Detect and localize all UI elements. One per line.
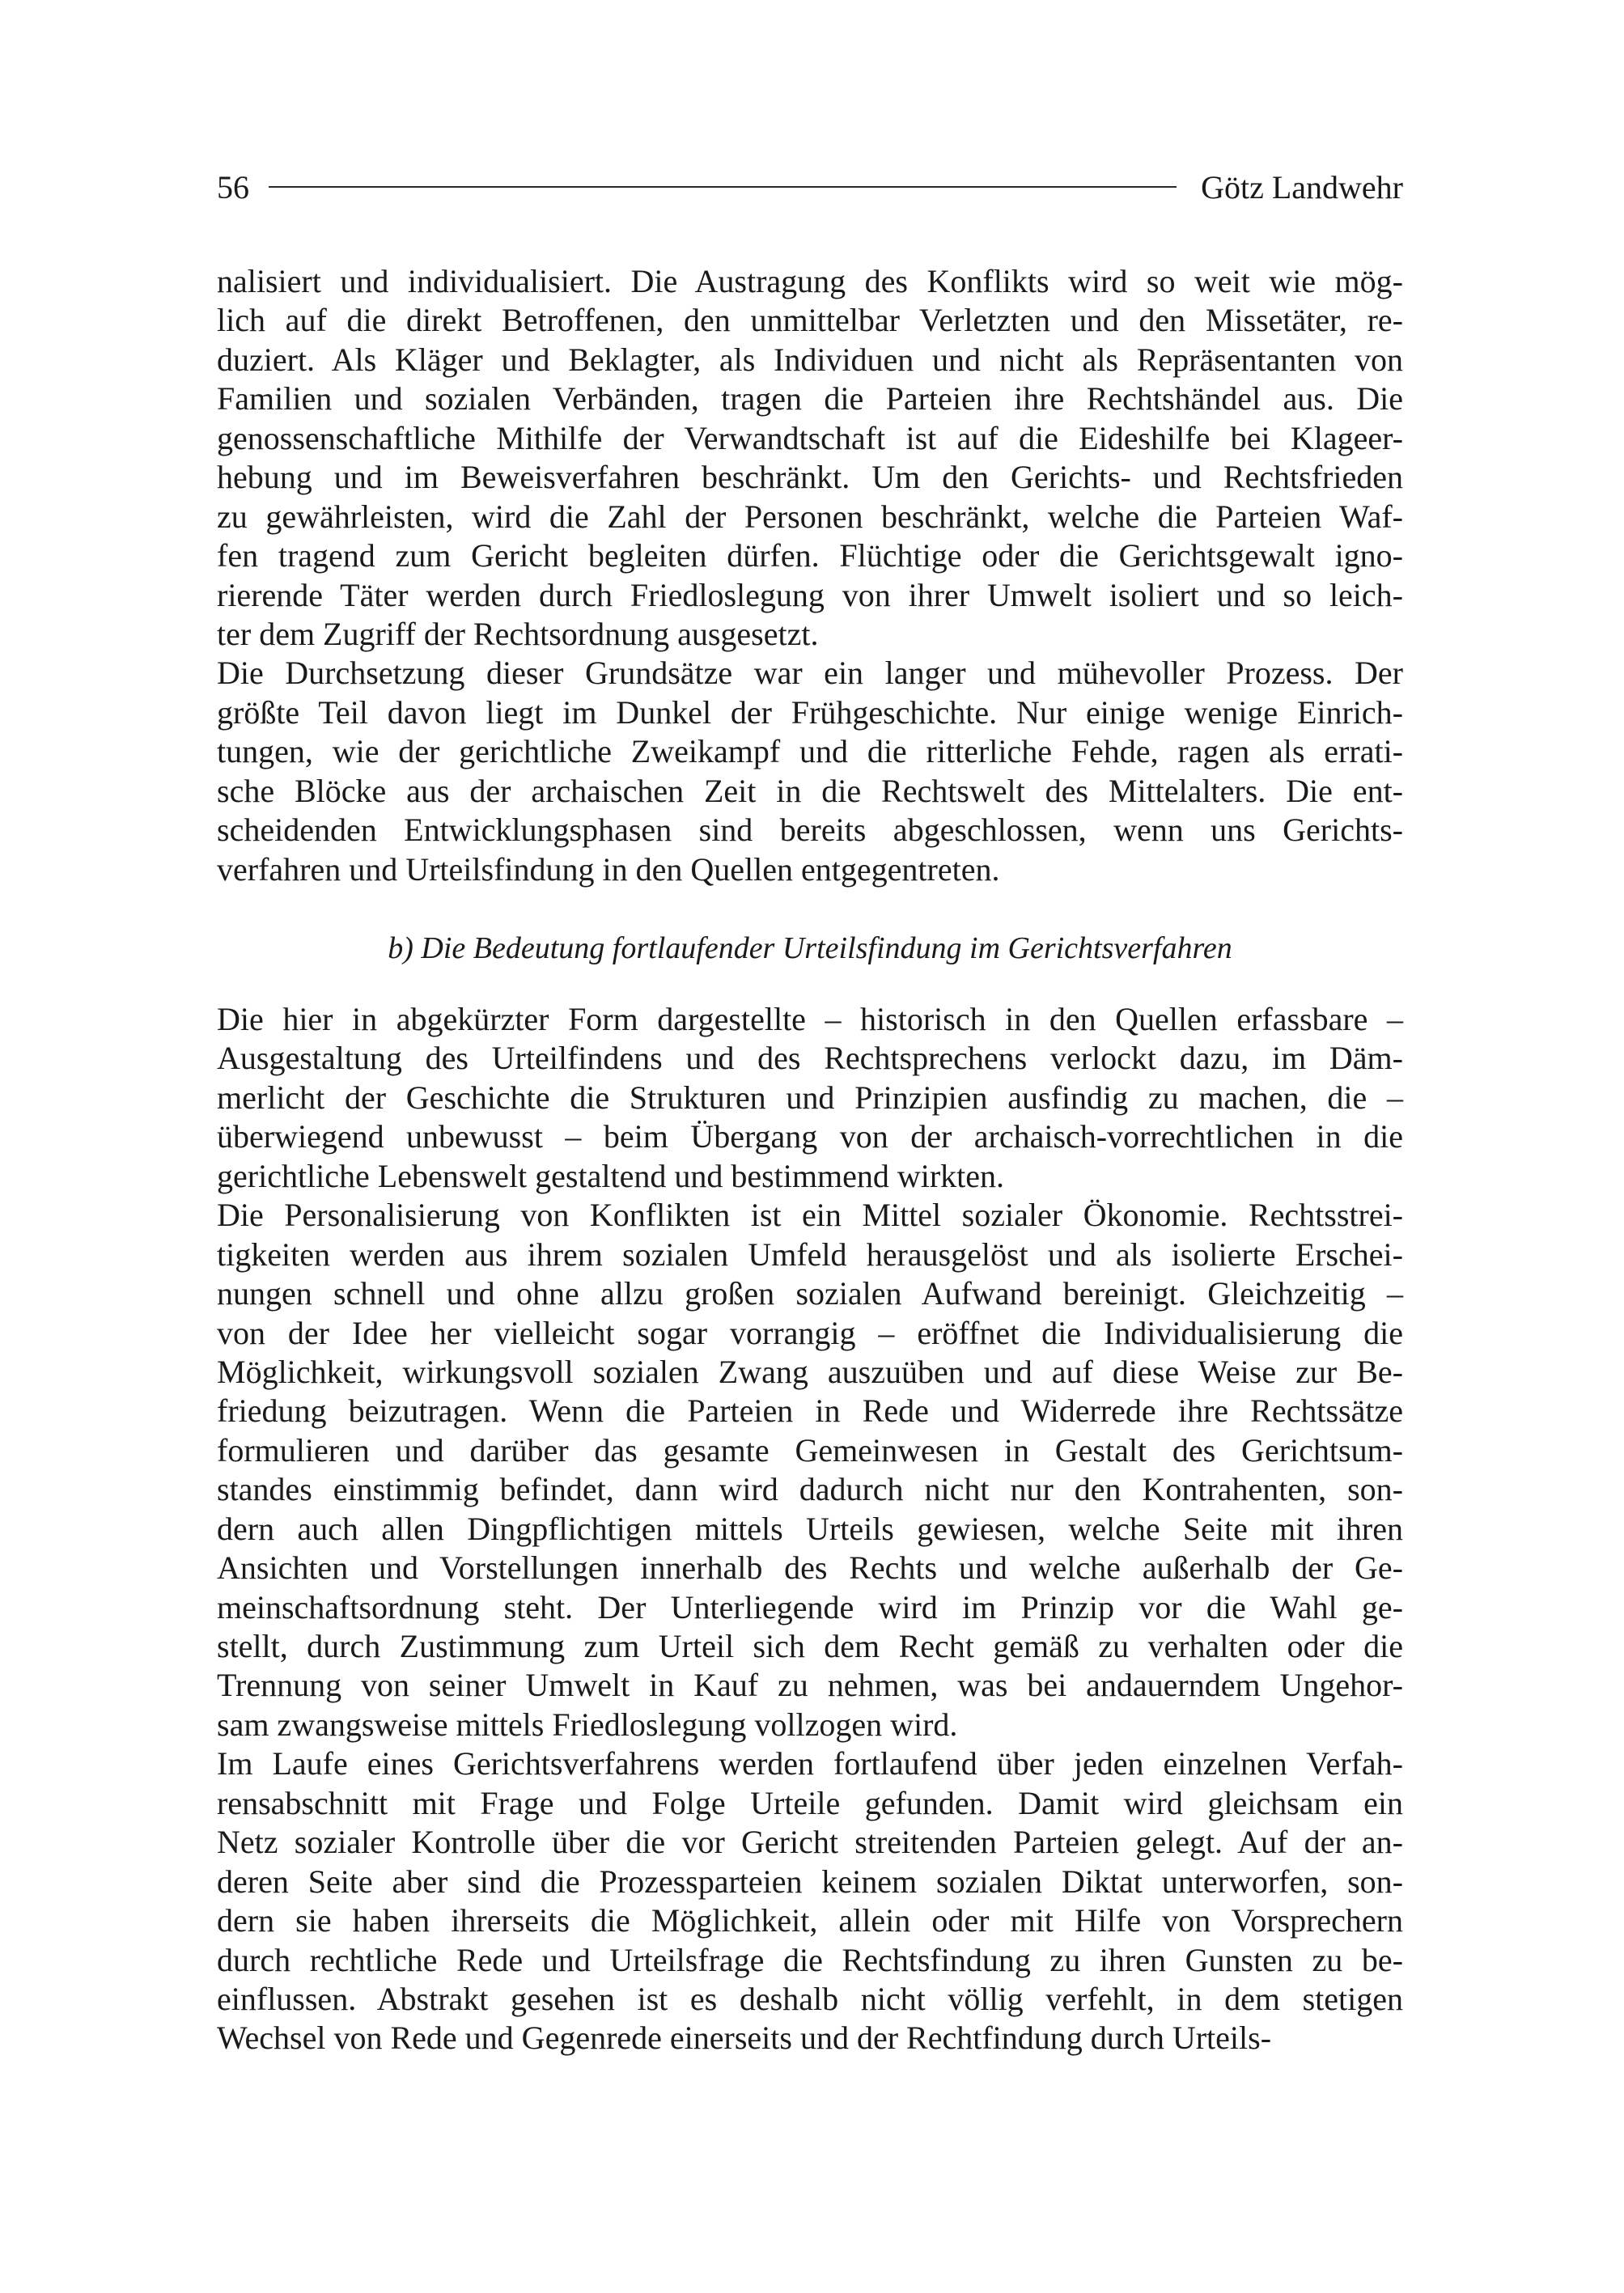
text-line: nungen schnell und ohne allzu großen sozialen Aufwand bereinigt. Gleichzeitig – (217, 1275, 1403, 1312)
text-line: Netz sozialer Kontrolle über die vor Gericht streitenden Parteien gelegt. Auf der an- (217, 1824, 1403, 1861)
page-number: 56 (217, 168, 249, 206)
text-line: dern sie haben ihrerseits die Möglichkeit, allein oder mit Hilfe von Vorsprechern (217, 1902, 1403, 1939)
text-line: größte Teil davon liegt im Dunkel der Frühgeschichte. Nur einige wenige Einrich- (217, 693, 1403, 731)
text-line: stellt, durch Zustimmung zum Urteil sich dem Recht gemäß zu verhalten oder die (217, 1628, 1403, 1664)
text-line: von der Idee her vielleicht sogar vorrangig – eröffnet die Individualisierung die (217, 1314, 1403, 1351)
text-line: sche Blöcke aus der archaischen Zeit in die Rechtswelt des Mittelalters. Die ent- (217, 772, 1403, 809)
text-line: zu gewährleisten, wird die Zahl der Personen beschränkt, welche die Parteien Waf- (217, 498, 1403, 535)
running-head-author: Götz Landwehr (1201, 168, 1403, 206)
text-line: merlicht der Geschichte die Strukturen und Prinzipien ausfindig zu machen, die – (217, 1079, 1403, 1116)
text-line: ter dem Zugriff der Rechtsordnung ausgesetzt. (217, 615, 819, 652)
text-line: Ausgestaltung des Urteilfindens und des Rechtsprechens verlockt dazu, im Däm- (217, 1040, 1403, 1077)
text-line: Im Laufe eines Gerichtsverfahrens werden fortlaufend über jeden einzelnen Verfah- (217, 1745, 1403, 1782)
text-line: Wechsel von Rede und Gegenrede einerseits und der Rechtfindung durch Urteils- (217, 2020, 1272, 2057)
text-line: deren Seite aber sind die Prozessparteien keinem sozialen Diktat unterworfen, son- (217, 1863, 1403, 1900)
text-line: tungen, wie der gerichtliche Zweikampf und die ritterliche Fehde, ragen als errati- (217, 733, 1403, 770)
text-line: rierende Täter werden durch Friedloslegung von ihrer Umwelt isoliert und so leich- (217, 576, 1403, 613)
text-line: scheidenden Entwicklungsphasen sind bereits abgeschlossen, wenn uns Gerichts- (217, 812, 1403, 849)
text-line: Die hier in abgekürzter Form dargestellte – historisch in den Quellen erfassbare – (217, 1001, 1403, 1037)
text-line: überwiegend unbewusst – beim Übergang von der archaisch-vorrechtlichen in die (217, 1118, 1403, 1155)
text-line: dern auch allen Dingpflichtigen mittels Urteils gewiesen, welche Seite mit ihren (217, 1510, 1403, 1547)
text-line: durch rechtliche Rede und Urteilsfrage die Rechtsfindung zu ihren Gunsten zu be- (217, 1941, 1403, 1978)
running-head (217, 167, 1403, 207)
text-line: lich auf die direkt Betroffenen, den unmittelbar Verletzten und den Missetäter, re- (217, 302, 1403, 339)
text-line: sam zwangsweise mittels Friedloslegung vollzogen wird. (217, 1706, 958, 1743)
text-line: Ansichten und Vorstellungen innerhalb des Rechts und welche außerhalb der Ge- (217, 1549, 1403, 1587)
text-line: gerichtliche Lebenswelt gestaltend und bestimmend wirkten. (217, 1157, 1005, 1194)
text-line: standes einstimmig befindet, dann wird dadurch nicht nur den Kontrahenten, son- (217, 1471, 1403, 1508)
text-line: hebung und im Beweisverfahren beschränkt. Um den Gerichts- und Rechtsfrieden (217, 459, 1403, 496)
text-line: formulieren und darüber das gesamte Gemeinwesen in Gestalt des Gerichtsum- (217, 1431, 1403, 1469)
text-line: Die Personalisierung von Konflikten ist ein Mittel sozialer Ökonomie. Rechtsstrei- (217, 1197, 1403, 1234)
text-line: einflussen. Abstrakt gesehen ist es deshalb nicht völlig verfehlt, in dem stetigen (217, 1980, 1403, 2017)
text-line: Familien und sozialen Verbänden, tragen die Parteien ihre Rechtshändel aus. Die (217, 380, 1403, 417)
text-line: tigkeiten werden aus ihrem sozialen Umfeld herausgelöst und als isolierte Erschei- (217, 1236, 1403, 1273)
text-line: rensabschnitt mit Frage und Folge Urteile gefunden. Damit wird gleichsam ein (217, 1784, 1403, 1821)
body-text-lower (217, 1000, 1403, 2058)
text-line: fen tragend zum Gericht begleiten dürfen. Flüchtige oder die Gerichtsgewalt igno- (217, 537, 1403, 574)
body-text-upper (217, 262, 1403, 889)
text-line: verfahren und Urteilsfindung in den Quellen entgegentreten. (217, 850, 1000, 888)
text-line: duziert. Als Kläger und Beklagter, als Individuen und nicht als Repräsentanten von (217, 341, 1403, 378)
text-line: friedung beizutragen. Wenn die Parteien in Rede und Widerrede ihre Rechtssätze (217, 1392, 1403, 1430)
section-heading: b) Die Bedeutung fortlaufender Urteilsfindung im Gerichtsverfahren (388, 931, 1232, 965)
text-line: Möglichkeit, wirkungsvoll sozialen Zwang auszuüben und auf diese Weise zur Be- (217, 1353, 1403, 1390)
header-rule (269, 186, 1177, 188)
text-line: nalisiert und individualisiert. Die Austragung des Konflikts wird so weit wie mög- (217, 263, 1403, 299)
text-line: genossenschaftliche Mithilfe der Verwandtschaft ist auf die Eideshilfe bei Klageer- (217, 419, 1403, 456)
text-line: Trennung von seiner Umwelt in Kauf zu nehmen, was bei andauerndem Ungehor- (217, 1667, 1403, 1704)
text-line: meinschaftsordnung steht. Der Unterliegende wird im Prinzip vor die Wahl ge- (217, 1588, 1403, 1625)
text-line: Die Durchsetzung dieser Grundsätze war ein langer und mühevoller Prozess. Der (217, 655, 1403, 692)
